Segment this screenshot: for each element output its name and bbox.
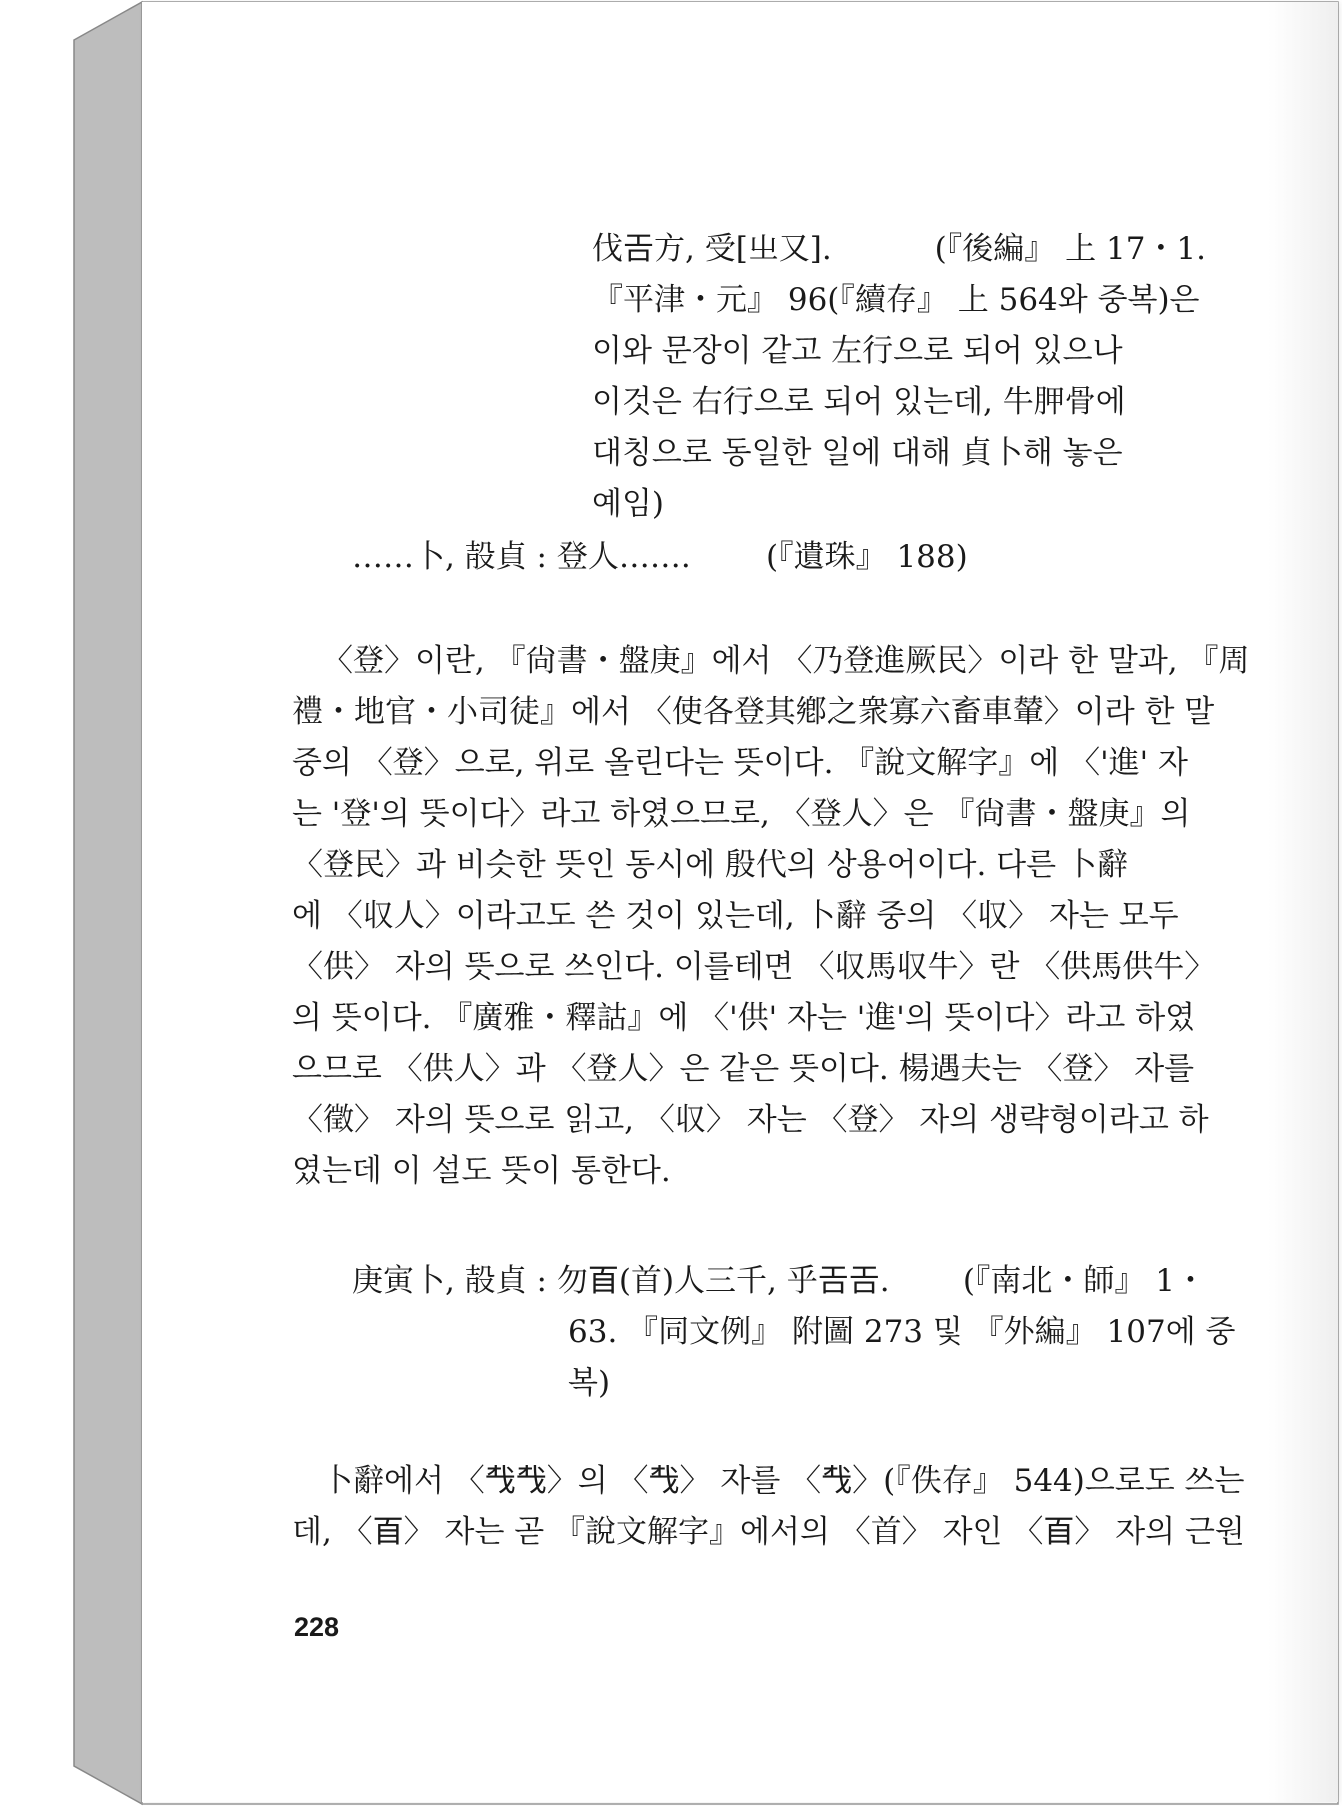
citation-block — [352, 1256, 1236, 1409]
citation-text: ……卜, 㱿貞 : 登人……. — [352, 539, 691, 575]
paragraph-line: 였는데 이 설도 뜻이 통한다. — [292, 1153, 671, 1189]
body-paragraph — [292, 1456, 1245, 1558]
paragraph-line: 〈登民〉과 비슷한 뜻인 동시에 殷代의 상용어이다. 다른 卜辭 — [292, 847, 1128, 883]
citation-block — [352, 532, 972, 583]
citation-text: 庚寅卜, 㱿貞 : 勿𦣻(首)人三千, 乎𢀛𢀛. — [352, 1263, 890, 1299]
citation-line — [592, 224, 1206, 275]
citation-line: 복) — [568, 1365, 611, 1401]
paragraph-line: 데, 〈𦣻〉 자는 곧 『說文解字』에서의 〈首〉 자인 〈𦣻〉 자의 근원 — [292, 1514, 1245, 1550]
page-shadow — [1268, 2, 1338, 1802]
citation-text: 伐𢀛方, 受[㞢又]. — [592, 231, 832, 267]
paragraph-line: 중의 〈登〉으로, 위로 올린다는 뜻이다. 『說文解字』에 〈'進' 자 — [292, 745, 1188, 781]
paragraph-line: 〈徵〉 자의 뜻으로 읽고, 〈収〉 자는 〈登〉 자의 생략형이라고 하 — [292, 1102, 1209, 1138]
citation-line: 예임) — [592, 486, 664, 522]
paragraph-line: 에 〈収人〉이라고도 쓴 것이 있는데, 卜辭 중의 〈収〉 자는 모두 — [292, 898, 1179, 934]
citation-line: 63. 『同文例』 附圖 273 및 『外編』 107에 중 — [568, 1314, 1236, 1350]
citation-line — [352, 532, 972, 583]
paragraph-line: 〈供〉 자의 뜻으로 쓰인다. 이를테면 〈収馬収牛〉란 〈供馬供牛〉 — [292, 949, 1216, 985]
citation-source: (『後編』 上 17・1. — [934, 231, 1206, 267]
paragraph-line: 는 '登'의 뜻이다〉라고 하였으므로, 〈登人〉은 『尙書・盤庚』의 — [292, 796, 1191, 832]
citation-line — [352, 1256, 1206, 1307]
paragraph-line: 卜辭에서 〈𢦔𢦔〉의 〈𢦔〉 자를 〈𢦔〉(『佚存』 544)으로도 쓰는 — [322, 1463, 1245, 1499]
citation-block — [592, 224, 1206, 530]
citation-line: 대칭으로 동일한 일에 대해 貞卜해 놓은 — [592, 435, 1123, 471]
citation-line: 『平津・元』 96(『續存』 上 564와 중복)은 — [592, 282, 1200, 318]
body-paragraph — [292, 636, 1250, 1197]
citation-source: (『遺珠』 188) — [766, 539, 968, 575]
paragraph-line: 禮・地官・小司徒』에서 〈使各登其鄕之衆寡六畜車輦〉이라 한 말 — [292, 694, 1215, 730]
page-number: 228 — [294, 1612, 340, 1642]
paragraph-line: 〈登〉이란, 『尙書・盤庚』에서 〈乃登進厥民〉이라 한 말과, 『周 — [322, 643, 1250, 679]
citation-line: 이와 문장이 같고 左行으로 되어 있으나 — [592, 333, 1123, 369]
paragraph-line: 의 뜻이다. 『廣雅・釋詁』에 〈'供' 자는 '進'의 뜻이다〉라고 하였 — [292, 1000, 1196, 1036]
paragraph-line: 으므로 〈供人〉과 〈登人〉은 같은 뜻이다. 楊遇夫는 〈登〉 자를 — [292, 1051, 1195, 1087]
citation-source: (『南北・師』 1・ — [962, 1263, 1206, 1299]
citation-line: 이것은 右行으로 되어 있는데, 牛胛骨에 — [592, 384, 1126, 420]
